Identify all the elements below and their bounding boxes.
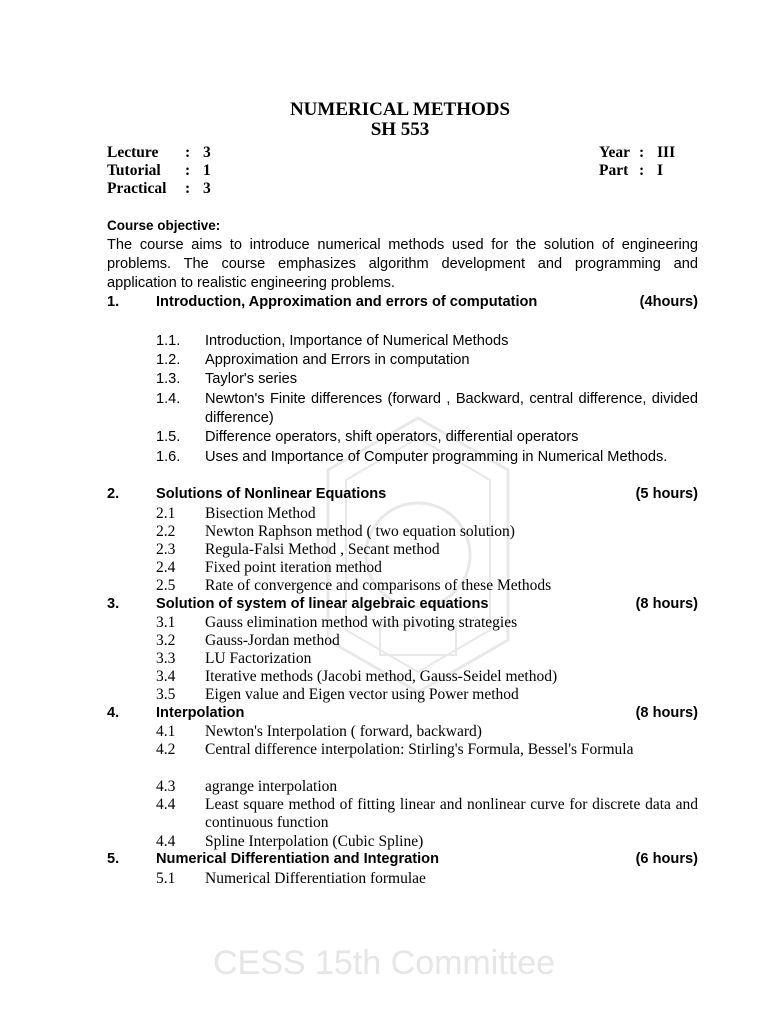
section-hours: (4hours): [639, 294, 698, 310]
list-item: [156, 448, 698, 467]
item-text: Rate of convergence and comparisons of these Methods: [205, 577, 552, 594]
list-item: [156, 632, 698, 650]
item-number: 3.4: [156, 668, 176, 685]
item-text: Central difference interpolation: Stirling's Formula, Bessel's Formula: [205, 741, 634, 758]
section-title: Numerical Differentiation and Integration: [156, 851, 439, 867]
list-item: [156, 778, 698, 796]
item-number: 2.5: [156, 577, 176, 594]
section-number: 4.: [107, 705, 120, 721]
item-text: Eigen value and Eigen vector using Power method: [205, 686, 519, 703]
item-number: 1.5.: [156, 429, 181, 445]
item-number: 2.3: [156, 541, 176, 558]
section-number: 5.: [107, 851, 120, 867]
list-item: [156, 614, 698, 632]
section-number: 3.: [107, 596, 120, 612]
item-text: LU Factorization: [205, 650, 312, 667]
item-number: 5.1: [156, 870, 176, 887]
item-text: Spline Interpolation (Cubic Spline): [205, 833, 424, 850]
item-number: 4.1: [156, 723, 176, 740]
meta-key: Year: [599, 144, 630, 161]
meta-colon: :: [639, 162, 645, 179]
objective-heading: Course objective:: [107, 218, 221, 233]
course-code: SH 553: [370, 119, 430, 140]
meta-practical: [107, 180, 211, 198]
section-2-heading: [107, 486, 698, 502]
list-item: [156, 741, 698, 759]
meta-tutorial: [107, 162, 211, 180]
item-number: 3.1: [156, 614, 176, 631]
section-hours: (6 hours): [635, 851, 698, 867]
section-1-heading: [107, 294, 698, 310]
list-item: [156, 796, 698, 832]
item-text: Bisection Method: [205, 505, 316, 522]
section-title: Solutions of Nonlinear Equations: [156, 486, 387, 502]
meta-value: 1: [203, 162, 211, 179]
item-number: 2.2: [156, 523, 176, 540]
item-number: 1.1.: [156, 333, 181, 349]
list-item: [156, 428, 698, 447]
item-number: 1.4.: [156, 391, 181, 407]
item-text: Gauss elimination method with pivoting strategies: [205, 614, 518, 631]
section-3-heading: [107, 596, 698, 612]
item-text: Difference operators, shift operators, differential operators: [205, 429, 579, 445]
section-hours: (8 hours): [635, 705, 698, 721]
objective-text: The course aims to introduce numerical methods used for the solution of engineering problems. The course emphasizes algorithm development and programming and application to realistic engineering problems.: [107, 237, 698, 292]
list-item: [156, 686, 698, 704]
section-5-heading: [107, 851, 698, 867]
item-number: 4.4: [156, 796, 176, 813]
item-text: Iterative methods (Jacobi method, Gauss-Seidel method): [205, 668, 558, 685]
item-text: Least square method of fitting linear and nonlinear curve for discrete data and continuous function: [205, 796, 698, 832]
section-title: Introduction, Approximation and errors of computation: [156, 294, 538, 310]
item-text: Introduction, Importance of Numerical Methods: [205, 333, 509, 349]
meta-value: 3: [203, 180, 211, 197]
meta-value: 3: [203, 144, 211, 161]
list-item: [156, 541, 698, 559]
section-title: Solution of system of linear algebraic equations: [156, 596, 489, 612]
item-text: agrange interpolation: [205, 778, 338, 795]
meta-key: Part: [599, 162, 629, 179]
section-hours: (5 hours): [635, 486, 698, 502]
section-4-heading: [107, 705, 698, 721]
item-text: Uses and Importance of Computer programming in Numerical Methods.: [205, 449, 668, 465]
item-number: 4.2: [156, 741, 176, 758]
item-text: Fixed point iteration method: [205, 559, 382, 576]
meta-colon: :: [639, 144, 645, 161]
meta-year: [599, 144, 675, 162]
meta-value: III: [657, 144, 676, 161]
item-number: 1.3.: [156, 371, 181, 387]
meta-colon: :: [185, 180, 191, 197]
meta-key: Lecture: [107, 144, 159, 161]
list-item: [156, 577, 698, 595]
item-number: 1.6.: [156, 449, 181, 465]
section-hours: (8 hours): [635, 596, 698, 612]
meta-part: [599, 162, 663, 180]
item-text: Regula-Falsi Method , Secant method: [205, 541, 440, 558]
item-text: Approximation and Errors in computation: [205, 352, 470, 368]
meta-colon: :: [185, 144, 191, 161]
meta-value: I: [657, 162, 664, 179]
list-item: [156, 351, 698, 370]
list-item: [156, 833, 698, 851]
list-item: [156, 390, 698, 429]
list-item: [156, 505, 698, 523]
list-item: [156, 523, 698, 541]
list-item: [156, 668, 698, 686]
meta-key: Practical: [107, 180, 167, 197]
footer-watermark: CESS 15th Committee: [212, 944, 556, 982]
item-number: 2.1: [156, 505, 176, 522]
item-number: 4.3: [156, 778, 176, 795]
item-text: Newton Raphson method ( two equation solution): [205, 523, 515, 540]
meta-colon: :: [185, 162, 191, 179]
item-number: 3.3: [156, 650, 176, 667]
course-title: NUMERICAL METHODS: [289, 99, 511, 120]
item-text: Gauss-Jordan method: [205, 632, 340, 649]
item-text: Newton's Interpolation ( forward, backward): [205, 723, 482, 740]
list-item: [156, 870, 698, 888]
list-item: [156, 332, 698, 351]
item-number: 4.4: [156, 833, 176, 850]
section-title: Interpolation: [156, 705, 245, 721]
list-item: [156, 723, 698, 741]
list-item: [156, 370, 698, 389]
item-text: Taylor's series: [205, 371, 297, 387]
item-text: Newton's Finite differences (forward , Backward, central difference, divided difference): [205, 391, 698, 427]
meta-lecture: [107, 144, 211, 162]
list-item: [156, 559, 698, 577]
item-number: 3.5: [156, 686, 176, 703]
item-number: 1.2.: [156, 352, 181, 368]
section-number: 2.: [107, 486, 120, 502]
item-text: Numerical Differentiation formulae: [205, 870, 426, 887]
item-number: 2.4: [156, 559, 176, 576]
meta-key: Tutorial: [107, 162, 161, 179]
item-number: 3.2: [156, 632, 176, 649]
section-number: 1.: [107, 294, 120, 310]
list-item: [156, 650, 698, 668]
